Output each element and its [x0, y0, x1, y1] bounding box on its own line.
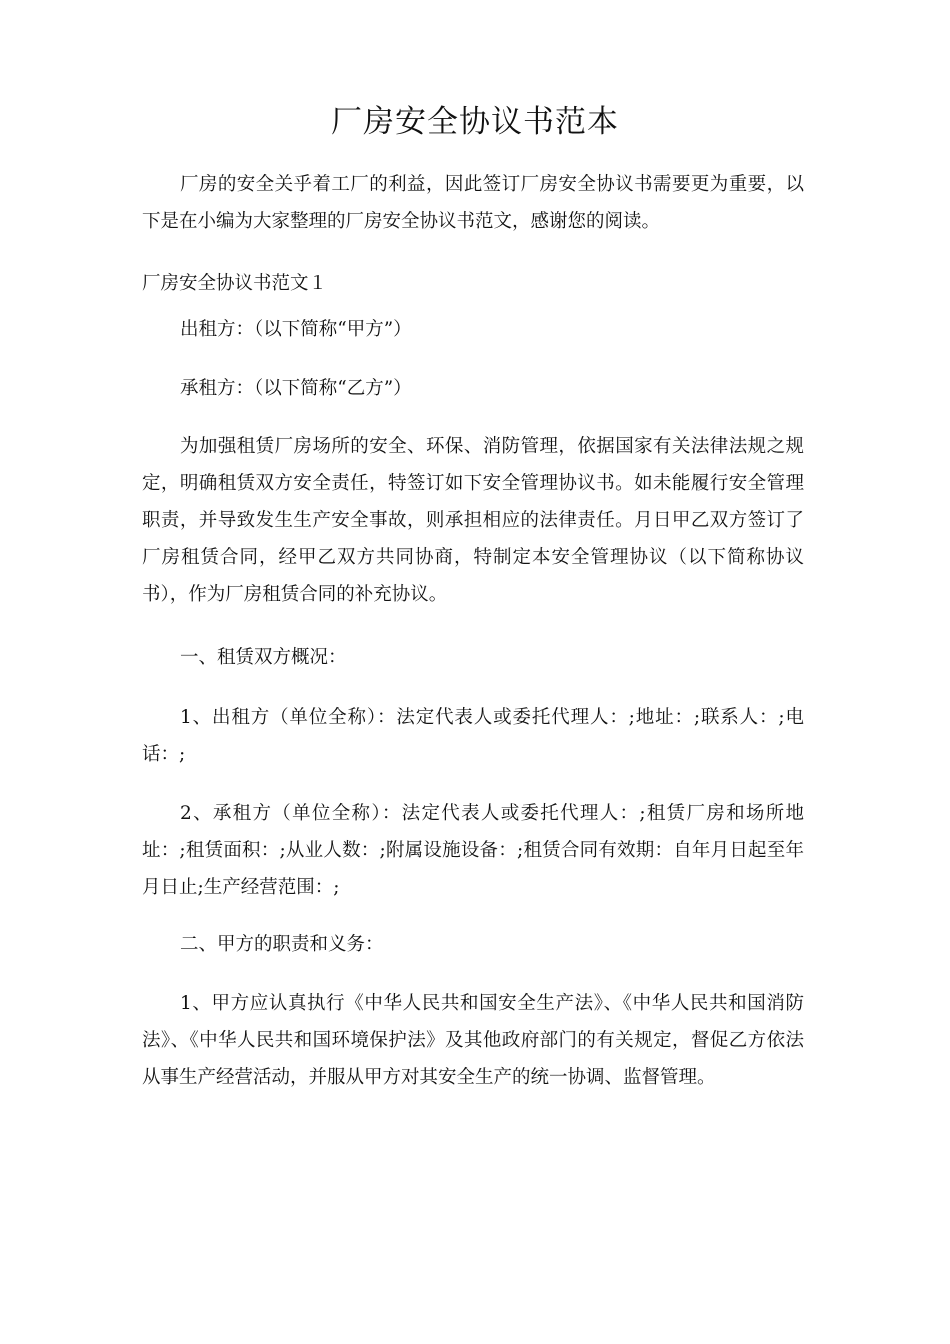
heading-overview: 一、租赁双方概况： [180, 647, 347, 668]
lessee-line: 承租方：（以下简称“乙方”） [180, 378, 412, 399]
heading-party-a-duties: 二、甲方的职责和义务： [180, 934, 384, 955]
document-title: 厂房安全协议书范本 [331, 104, 619, 140]
lessor-line: 出租方：（以下简称“甲方”） [180, 319, 412, 340]
item-lessor-details: 1、出租方（单位全称）：法定代表人或委托代理人：;地址：;联系人：;电话：; [142, 707, 804, 765]
item-lessee-details: 2、承租方（单位全称）：法定代表人或委托代理人：;租赁厂房和场所地址：;租赁面积：;从业人数：;附属设施设备：;租赁合同有效期：自年月日起至年月日止;生产经营范围：; [142, 803, 804, 898]
purpose-paragraph: 为加强租赁厂房场所的安全、环保、消防管理，依据国家有关法律法规之规定，明确租赁双方安全责任，特签订如下安全管理协议书。如未能履行安全管理职责，并导致发生生产安全事故，则承担相应的法律责任。月日甲乙双方签订了厂房租赁合同，经甲乙双方共同协商，特制定本安全管理协议（以下简称协议书），作为厂房租赁合同的补充协议。 [142, 436, 804, 605]
item-party-a-duty-1: 1、甲方应认真执行《中华人民共和国安全生产法》、《中华人民共和国消防法》、《中华人民共和国环境保护法》及其他政府部门的有关规定，督促乙方依法从事生产经营活动，并服从甲方对其安全生产的统一协调、监督管理。 [142, 993, 804, 1088]
section-title: 厂房安全协议书范文１ [142, 273, 328, 294]
intro-paragraph: 厂房的安全关乎着工厂的利益，因此签订厂房安全协议书需要更为重要，以下是在小编为大家整理的厂房安全协议书范文，感谢您的阅读。 [142, 174, 804, 232]
